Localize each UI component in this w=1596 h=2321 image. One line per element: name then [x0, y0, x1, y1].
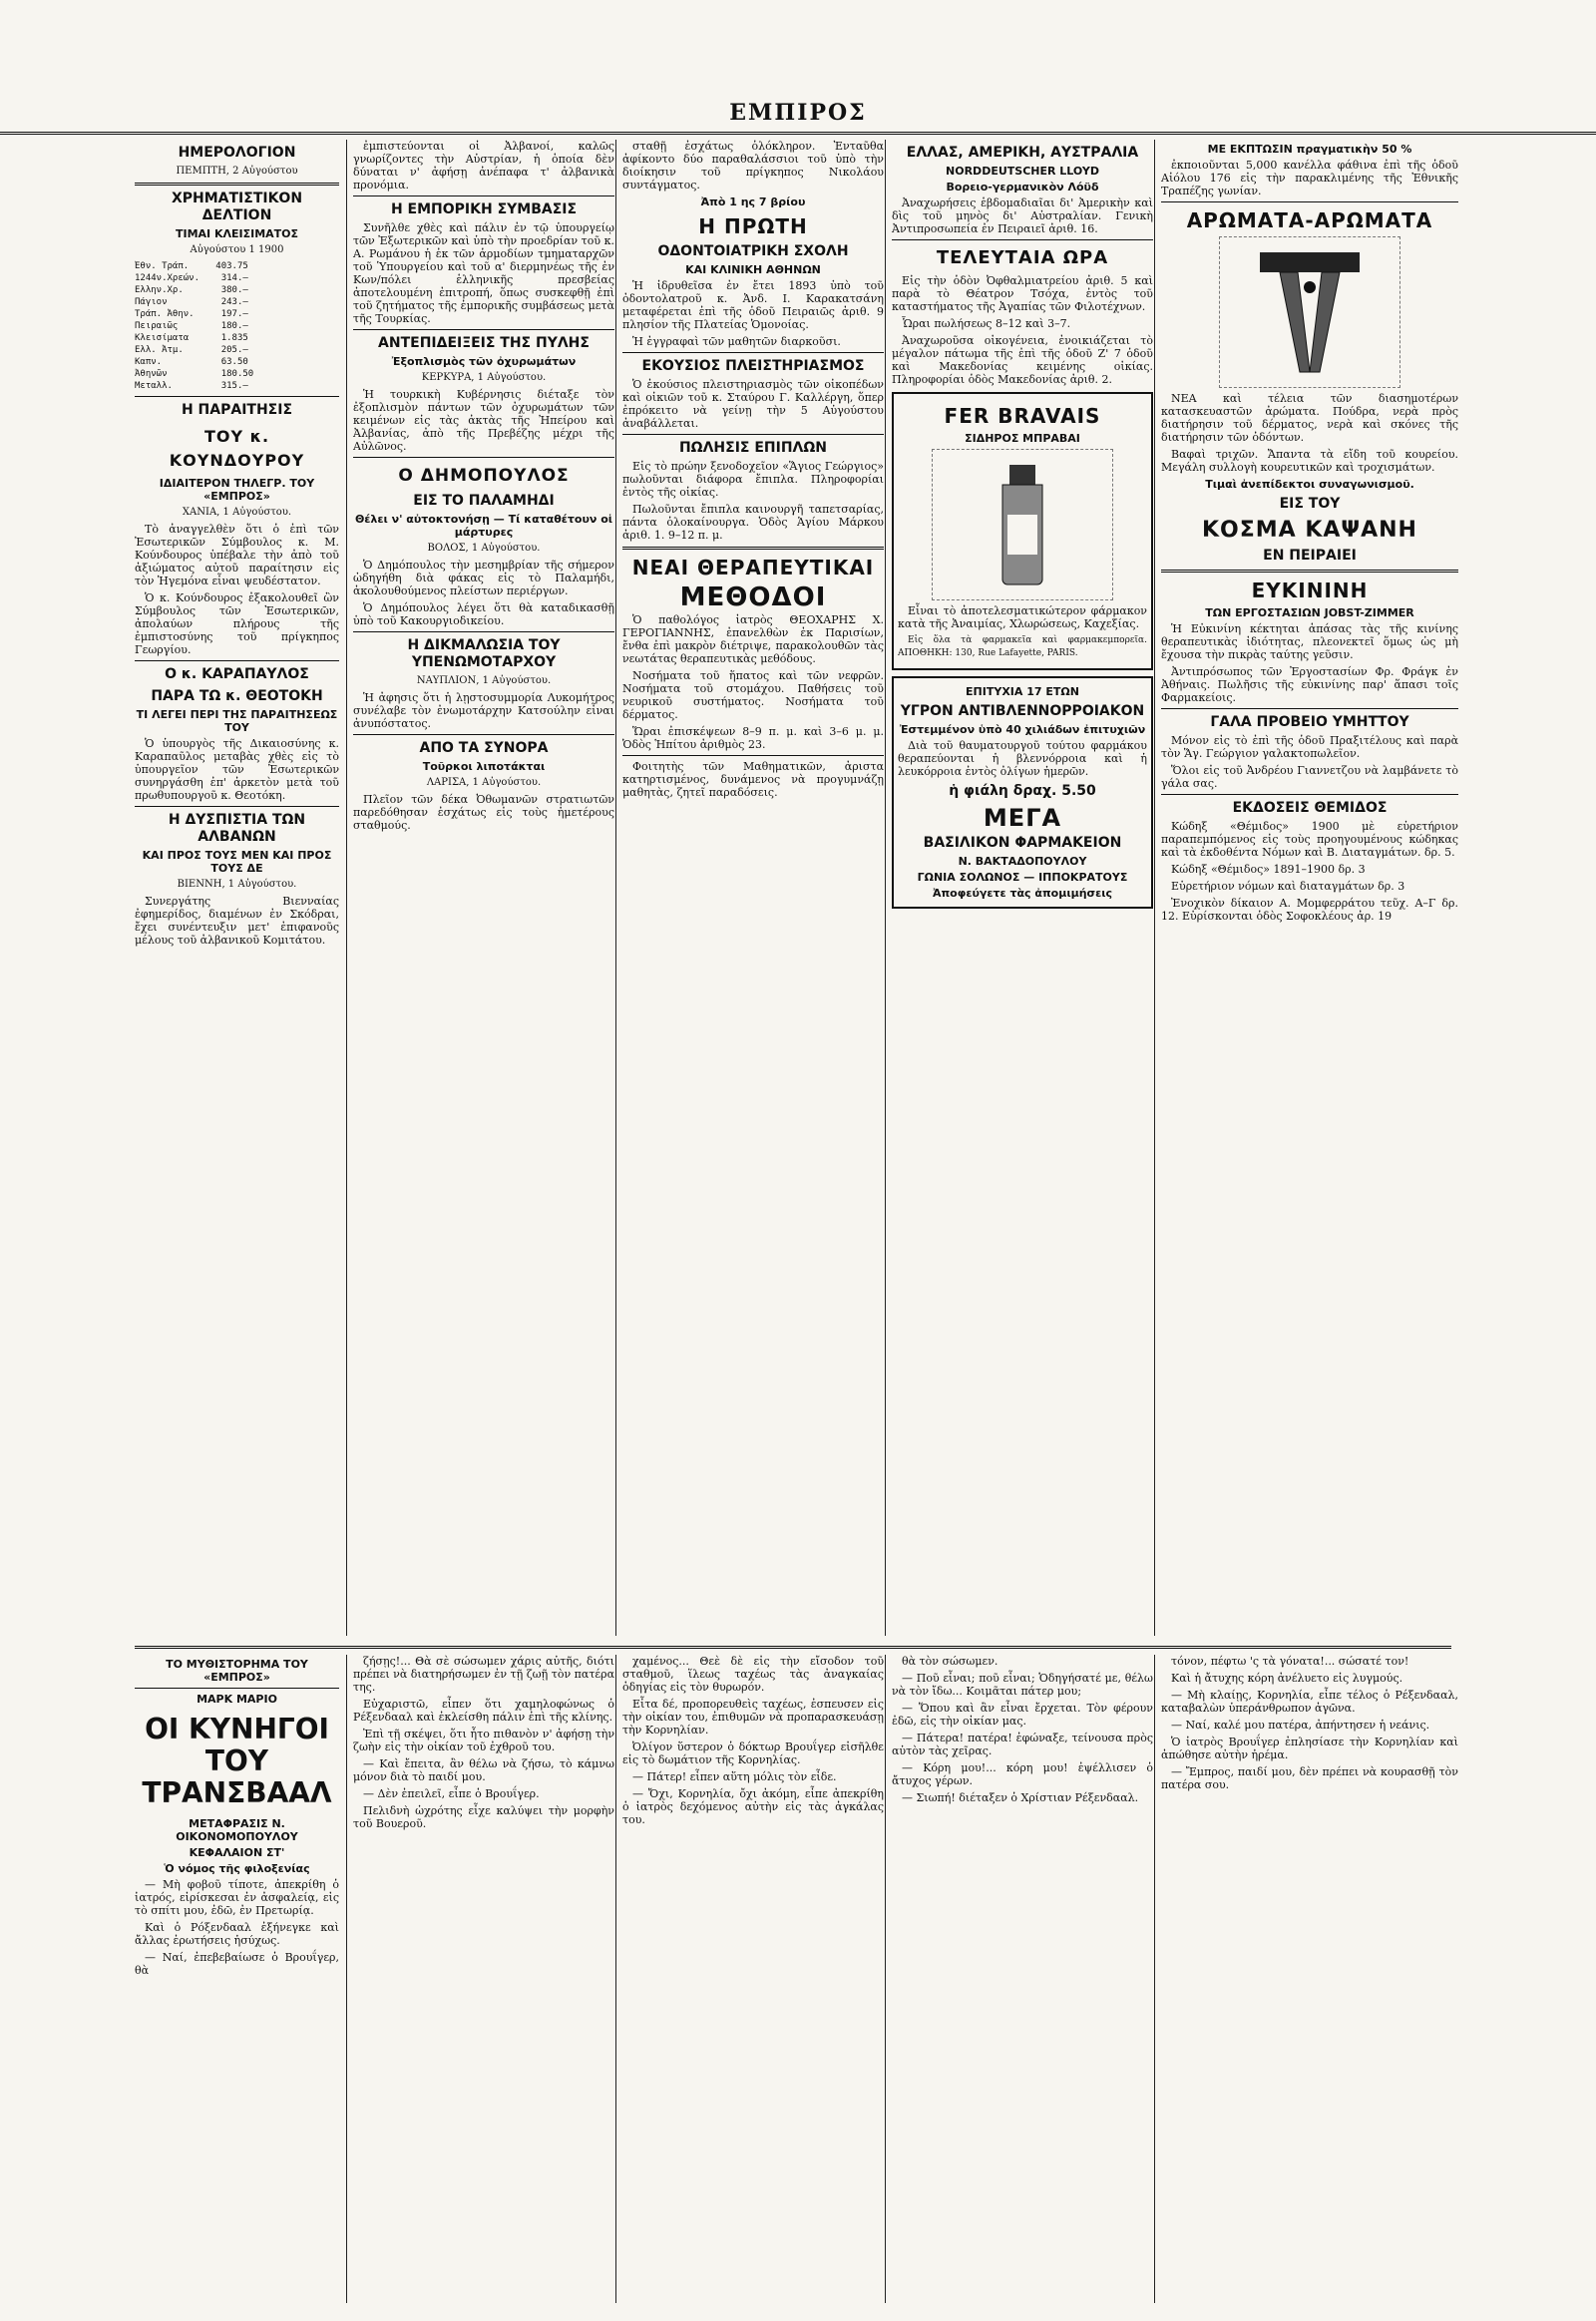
ad-headline: ΚΟΣΜΑ ΚΑΨΑΝΗ [1202, 518, 1417, 543]
article-paragraph: Συνεργάτης Βιενναίας ἐφημερίδος, διαμένων ἐν Σκόδραι, ἔχει συνέντευξιν μετ' ἐπιφανοῦς μέλους τοῦ ἀλβανικοῦ Κομιτάτου. [135, 895, 339, 947]
ad-headline: ΕΛΛΑΣ, ΑΜΕΡΙΚΗ, ΑΥΣΤΡΑΛΙΑ [906, 145, 1139, 161]
ad-paragraph: Κώδηξ «Θέμιδος» 1891–1900 δρ. 3 [1171, 863, 1366, 876]
serial-paragraph: — Ναί, καλέ μου πατέρα, ἀπήντησεν ἡ νεάνις. [1171, 1719, 1430, 1732]
serial-paragraph: Εἶτα δέ, προπορευθεὶς ταχέως, ἐσπευσεν εἰς τὴν οἰκίαν του, ἐπιθυμῶν νὰ προπαρασκευάσῃ τὴν Κορνηλίαν. [622, 1698, 884, 1737]
bottle-illustration-icon [932, 449, 1113, 600]
divider [892, 239, 1153, 240]
ad-paragraph: Διὰ τοῦ θαυματουργοῦ τούτου φαρμάκου θεραπεύονται ἡ βλεννόρροια καὶ ἡ λευκόρροια ἐντὸς ὀλίγων ἡμερῶν. [898, 739, 1147, 778]
serial-paragraph: — Ὄχι, Κορνηλία, ὄχι ἀκόμη, εἶπε ἀπεκρίθη ὁ ἰατρὸς δεχόμενος αὐτὴν εἰς τὰς ἀγκάλας του. [622, 1787, 884, 1826]
article-paragraph: Ἡ ἀφησις ὅτι ἡ λῃστοσυμμορία Λυκομήτρος συνέλαβε τὸν ἐνωμοτάρχην Κατσούλην εἶναι ἀνυπόστατος. [353, 691, 614, 730]
article-paragraph: Πλεῖον τῶν δέκα Ὀθωμανῶν στρατιωτῶν παρεδόθησαν ἐσχάτως εἰς τοὺς ἡμετέρους σταθμούς. [353, 793, 614, 832]
serial-paragraph: Εὐχαριστῶ, εἶπεν ὅτι χαμηλοφώνως ὁ Ρέξενδααλ καὶ ἐκλείσθη πάλιν ἐπὶ τῆς κλίνης. [353, 1698, 614, 1724]
masthead: ΕΜΠΙΡΟΣ [0, 100, 1596, 135]
ad-paragraph: Κώδηξ «Θέμιδος» 1900 μὲ εὑρετήριον παραπεμπόμενος εἰς τοὺς προηγουμένους κώδηκας καὶ τὰ ἐκδοθέντα Νόμων καὶ Β. Διαταγμάτων. δρ. 5. [1161, 820, 1458, 859]
article-headline: Ο ΔΗΜΟΠΟΥΛΟΣ [398, 466, 570, 486]
column-4 [885, 140, 1153, 1636]
column-3 [615, 140, 884, 1636]
serial-paragraph: — Κόρη μου!... κόρη μου! ἐψέλλισεν ὁ ἄτυχος γέρων. [892, 1761, 1153, 1787]
divider [135, 806, 339, 807]
ad-paragraph: Ἡ ἱδρυθεῖσα ἐν ἔτει 1893 ὑπὸ τοῦ ὀδοντολατροῦ κ. Ἀνδ. Ι. Καρακατσάνη μεταφέρεται ἐπὶ τῆς ὁδοῦ Πειραιῶς ἀριθ. 9 πλησίον τῆς Πλατείας Ὁμονοίας. [622, 279, 884, 331]
ad-headline: ΑΡΩΜΑΤΑ-ΑΡΩΜΑΤΑ [1186, 208, 1433, 232]
serial-subtitle: Ὁ νόμος τῆς φιλοξενίας [164, 1862, 310, 1875]
stock-subtitle: ΤΙΜΑΙ ΚΛΕΙΣΙΜΑΤΟΣ [175, 227, 299, 240]
dateline: ΧΑΝΙΑ, 1 Αὐγούστου. [182, 507, 292, 518]
column-5 [1154, 140, 1458, 1636]
ad-headline: ΠΩΛΗΣΙΣ ΕΠΙΠΛΩΝ [678, 440, 828, 456]
divider [135, 183, 339, 186]
serial-column-2 [346, 1655, 614, 2303]
dateline: ΒΙΕΝΝΗ, 1 Αὐγούστου. [177, 879, 297, 890]
ad-paragraph: ΝΕΑ καὶ τέλεια τῶν διασημοτέρων κατασκευαστῶν ἀρώματα. Πούδρα, νερὰ πρὸς διατήρησιν τοῦ δέρματος, νερὰ καὶ σκόνες τῆς διατήρησιν τῶν ὀδόντων. [1161, 392, 1458, 444]
article-paragraph: Ὁ ὑπουργὸς τῆς Δικαιοσύνης κ. Καραπαῦλος μεταβὰς χθὲς εἰς τὸ ὑπουργεῖον τῶν Ἐσωτερικῶν συνηργάσθη ἐπ' ἀρκετὸν μετὰ τοῦ πρωθυπουργοῦ κ. Θεοτόκη. [135, 737, 339, 802]
article-paragraph: ἐμπιστεύονται οἱ Ἀλβανοί, καλῶς γνωρίζοντες τὴν Αὐστρίαν, ἡ ὁποία δὲν δύναται ν' ἀφήσῃ ἀνέπαφα τ' ἀλβανικὰ προνόμια. [353, 140, 614, 192]
serial-paragraph: θὰ τὸν σώσωμεν. [902, 1655, 998, 1668]
ad-paragraph: Εὑρετήριον νόμων καὶ διαταγμάτων δρ. 3 [1171, 880, 1405, 893]
serial-paragraph: ζήσῃς!... Θὰ σὲ σώσωμεν χάρις αὐτῆς, διότι πρέπει νὰ διατηρήσωμεν ἐν τῇ ζωῇ τὸν πατέρα της. [353, 1655, 614, 1694]
ad-paragraph: Εἰς τὸ πρώην ξενοδοχεῖον «Ἅγιος Γεώργιος» πωλοῦνται διάφορα ἔπιπλα. Πληροφορίαι ἐντὸς τῆς οἰκίας. [622, 460, 884, 499]
ad-subhead: Τιμαὶ ἀνεπίδεκτοι συναγωνισμοῦ. [1205, 478, 1414, 491]
ad-headline: ΥΓΡΟΝ ΑΝΤΙΒΛΕΝΝΟΡΡΟΙΑΚΟΝ [900, 703, 1145, 719]
serial-author: ΜΑΡΚ ΜΑΡΙΟ [197, 1693, 277, 1706]
divider [353, 734, 614, 735]
divider [135, 396, 339, 397]
ad-subhead: Ἀποφεύγετε τὰς ἀπομιμήσεις [932, 887, 1113, 900]
stock-date: Αὐγούστου 1 1900 [190, 244, 284, 255]
serial-column-1 [135, 1655, 339, 2303]
ad-paragraph: Ἀναχωρήσεις ἑβδομαδιαῖαι δι' Ἀμερικὴν καὶ δὶς τοῦ μηνὸς δι' Αὐστραλίαν. Γενικὴ Ἀντιπροσωπεία ἐν Πειραιεῖ ἀριθ. 16. [892, 196, 1153, 235]
ad-paragraph: Ἡ Εὐκινίνη κέκτηται ἁπάσας τὰς τῆς κινίνης θεραπευτικὰς ἰδιότητας, πλεονεκτεῖ ὅμως ὡς μὴ ἔχουσα τὴν πικρὰς ταύτης γεῦσιν. [1161, 622, 1458, 661]
ad-headline: ΝΕΑΙ ΘΕΡΑΠΕΥΤΙΚΑΙ [631, 556, 875, 580]
serial-column-3 [615, 1655, 884, 2303]
ad-subhead: ΚΑΙ ΚΛΙΝΙΚΗ ΑΘΗΝΩΝ [685, 263, 821, 276]
article-headline: ΤΟΥ κ. ΚΟΥΝΔΟΥΡΟΥ [169, 427, 305, 470]
serial-paragraph: — Σιωπή! διέταξεν ὁ Χρίστιαν Ρέξενδααλ. [902, 1791, 1139, 1804]
article-paragraph: Συνῆλθε χθὲς καὶ πάλιν ἐν τῷ ὑπουργείῳ τῶν Ἐξωτερικῶν καὶ ὑπὸ τὴν προεδρίαν τοῦ κ. Α. Ρωμάνου ἡ ἐκ τῶν ἁρμοδίων τμηματαρχῶν τοῦ Ὑπουργείου καὶ τοῦ α' διερμηνέως τῆς ἐν Κων/πόλει ἑλληνικῆς πρεσβείας ἀποτελουμένη ἐπιτροπή, ὅπως συσκεφθῇ ἐπὶ τοῦ ζητήματος τῆς ἐμπορικῆς συμβάσεως μετὰ τῆς Τουρκίας. [353, 221, 614, 325]
divider [622, 434, 884, 435]
serial-header: ΤΟ ΜΥΘΙΣΤΟΡΗΜΑ ΤΟΥ «ΕΜΠΡΟΣ» [166, 1658, 308, 1684]
ad-subhead: Βορειο-γερμανικὸν Λόϋδ [946, 181, 1099, 193]
divider [353, 329, 614, 330]
article-headline: Ο κ. ΚΑΡΑΠΑΥΛΟΣ [165, 666, 309, 682]
article-headline: Η ΔΙΚΜΑΛΩΣΙΑ ΤΟΥ ΥΠΕΝΩΜΟΤΑΡΧΟΥ [407, 637, 561, 670]
article-headline: Η ΔΥΣΠΙΣΤΙΑ ΤΩΝ ΑΛΒΑΝΩΝ [168, 812, 306, 845]
ad-subhead: Ν. ΒΑΚΤΑΔΟΠΟΥΛΟΥ [958, 855, 1087, 868]
ad-subhead: Ἐστεμμένον ὑπὸ 40 χιλιάδων ἐπιτυχιῶν [899, 723, 1146, 736]
divider [1161, 794, 1458, 795]
ad-paragraph: Ὧραι πωλήσεως 8–12 καὶ 3–7. [902, 317, 1071, 330]
serial-section [135, 1646, 1458, 2307]
ad-paragraph: Πωλοῦνται ἔπιπλα καινουργῆ ταπετσαρίας, πάντα ὁλοκαίνουργα. Ὁδὸς Ἁγίου Μάρκου ἀριθ. 1. 9–12 π. μ. [622, 503, 884, 542]
ad-paragraph: Ἡ ἐγγραφαὶ τῶν μαθητῶν διαρκοῦσι. [632, 335, 841, 348]
ad-headline: ΕΝ ΠΕΙΡΑΙΕΙ [1263, 548, 1357, 564]
column-1 [135, 140, 339, 1636]
article-paragraph: σταθῇ ἐσχάτως ὁλόκληρον. Ἐνταῦθα ἀφίκοντο δύο παραθαλάσσιοι τοῦ ὑπὸ τὴν διοίκησιν τοῦ πρίγκηπος Νικολάου συντάγματος. [622, 140, 884, 192]
ad-headline: ΜΕΘΟΔΟΙ [679, 582, 827, 612]
divider [353, 457, 614, 458]
serial-paragraph: — Μὴ κλαίῃς, Κορνηλία, εἶπε τέλος ὁ Ρέξενδααλ, καταβαλὼν ὑπεράνθρωπον ἀγῶνα. [1161, 1689, 1458, 1715]
ad-paragraph: Εἰς ὅλα τὰ φαρμακεῖα καὶ φαρμακεμπορεῖα. ΑΠΟΘΗΚΗ: 130, Rue Lafayette, PARIS. [898, 635, 1147, 658]
ad-headline: FER BRAVAIS [944, 404, 1101, 428]
fer-bravais-ad [892, 392, 1153, 670]
divider [622, 352, 884, 353]
hair-clipper-illustration-icon [1219, 236, 1400, 388]
ad-paragraph: Ὁ παθολόγος ἰατρὸς ΘΕΟΧΑΡΗΣ Χ. ΓΕΡΟΓΙΑΝΝΗΣ, ἐπανελθὼν ἐκ Παρισίων, ἔνθα ἐπὶ μακρὸν διέτριψε, παρακολουθῶν τὰς νεωτάτας θεραπευτικὰς μεθόδους. [622, 613, 884, 665]
divider [1161, 708, 1458, 709]
ad-paragraph: Εἶναι τὸ ἀποτελεσματικώτερον φάρμακον κατὰ τῆς Ἀναιμίας, Χλωρώσεως, Καχεξίας. [898, 604, 1147, 630]
ad-paragraph: Βαφαὶ τριχῶν. Ἄπαντα τὰ εἴδη τοῦ κουρείου. Μεγάλη συλλογὴ κουρευτικῶν καὶ τροχισμάτων. [1161, 448, 1458, 474]
ad-headline: ΜΕΓΑ [983, 804, 1062, 832]
article-subhead: Ἐξοπλισμὸς τῶν ὀχυρωμάτων [391, 355, 577, 368]
article-subhead: ΙΔΙΑΙΤΕΡΟΝ ΤΗΛΕΓΡ. ΤΟΥ «ΕΜΠΡΟΣ» [159, 477, 315, 503]
ad-price: ἡ φιάλη δραχ. 5.50 [949, 783, 1096, 799]
divider [135, 660, 339, 661]
ad-headline: ΕΚΔΟΣΕΙΣ ΘΕΜΙΔΟΣ [1232, 800, 1388, 816]
serial-column-4 [885, 1655, 1153, 2303]
ad-headline: ΟΔΟΝΤΟΙΑΤΡΙΚΗ ΣΧΟΛΗ [657, 243, 849, 259]
ad-paragraph: Ὁ ἐκούσιος πλειστηριασμὸς τῶν οἰκοπέδων καὶ οἰκιῶν τοῦ κ. Σταύρου Γ. Καλλέργη, ὅπερ ἐπρόκειτο νὰ γείνῃ τὴν 5 Αὐγούστου ἀναβάλλεται. [622, 378, 884, 430]
serial-paragraph: — Δὲν ἐπειλεῖ, εἶπε ὁ Βρουΐγερ. [363, 1787, 540, 1800]
ad-paragraph: Μόνον εἰς τὸ ἐπὶ τῆς ὁδοῦ Πραξιτέλους καὶ παρὰ τὸν Ἅγ. Γεώργιον γαλακτοπωλεῖον. [1161, 734, 1458, 760]
ad-subhead: ΓΩΝΙΑ ΣΟΛΩΝΟΣ — ΙΠΠΟΚΡΑΤΟΥΣ [917, 871, 1128, 884]
serial-paragraph: — Μὴ φοβοῦ τίποτε, ἀπεκρίθη ὁ ἰατρός, εἰρίσκεσαι ἐν ἀσφαλείᾳ, εἰς τὸ σπίτι μου, ἐδῶ, ἐν Πρετωρίᾳ. [135, 1878, 339, 1917]
antiblennorrhea-ad [892, 676, 1153, 909]
ad-paragraph: Ὅλοι εἰς τοῦ Ἀνδρέου Γιαννετζου νὰ λαμβάνετε τὸ γάλα σας. [1161, 764, 1458, 790]
ad-paragraph: Φοιτητὴς τῶν Μαθηματικῶν, ἀριστα κατηρτισμένος, δυνάμενος νὰ προγυμνάζῃ μαθητὰς, ζητεῖ παραδόσεις. [622, 760, 884, 799]
ad-subhead: NORDDEUTSCHER LLOYD [946, 165, 1099, 178]
serial-paragraph: χαμένος... Θεὲ δὲ εἰς τὴν εἴσοδον τοῦ σταθμοῦ, ἵλεως ταχέως τὰς ἀναγκαίας ὁδηγίας εἰς τὸν θυρωρόν. [622, 1655, 884, 1694]
ad-headline: ΕΥΚΙΝΙΝΗ [1251, 579, 1369, 602]
serial-paragraph: — Πάτερα! πατέρα! ἐφώναξε, τείνουσα πρὸς αὐτὸν τὰς χεῖρας. [892, 1732, 1153, 1757]
divider [622, 755, 884, 756]
divider [353, 631, 614, 632]
article-subhead: Τοῦρκοι λιποτάκται [422, 760, 546, 773]
serial-paragraph: — Ναί, ἐπεβεβαίωσε ὁ Βρουΐγερ, θὰ [135, 1951, 339, 1977]
divider [622, 547, 884, 550]
divider [1161, 201, 1458, 202]
serial-paragraph: — Ὅπου καὶ ἂν εἶναι ἔρχεται. Τὸν φέρουν ἐδῶ, εἰς τὴν οἰκίαν μας. [892, 1702, 1153, 1728]
article-paragraph: Ὁ κ. Κούνδουρος ἐξακολουθεῖ ὢν Σύμβουλος τῶν Ἐσωτερικῶν, ἀπολαύων πλήρους τῆς ἐμπιστοσύνης τοῦ πρίγκηπος Γεωργίου. [135, 591, 339, 656]
divider [353, 195, 614, 196]
ad-headline: ΜΕ ΕΚΠΤΩΣΙΝ πραγματικὴν 50 % [1207, 143, 1412, 156]
serial-paragraph: Ἐπὶ τῇ σκέψει, ὅτι ἦτο πιθανὸν ν' ἀφήσῃ τὴν ζωὴν εἰς τὴν οἰκίαν τοῦ ἐχθροῦ του. [353, 1728, 614, 1753]
serial-paragraph: τόνον, πέφτω 'ς τὰ γόνατα!... σώσατέ τον! [1171, 1655, 1409, 1668]
article-paragraph: Ἡ τουρκικὴ Κυβέρνησις διέταξε τὸν ἐξοπλισμὸν πάντων τῶν ὀχυρωμάτων τῶν κειμένων εἰς τὰς ἀκτὰς τῆς Ἠπείρου καὶ Ἀλβανίας, ἀπὸ τῆς Πρεβέζης μέχρι τῆς Αὐλῶνος. [353, 388, 614, 453]
divider [1161, 570, 1458, 573]
ad-paragraph: Ἐνοχικὸν δίκαιον Α. Μομφερράτου τεῦχ. Α–Γ δρ. 12. Εὑρίσκονται ὁδὸς Σοφοκλέους ἀρ. 19 [1161, 897, 1458, 923]
ad-paragraph: Ἀναχωροῦσα οἰκογένεια, ἐνοικιάζεται τὸ μέγαλον πάτωμα τῆς ἐπὶ τῆς ὁδοῦ Ζ' 7 ὁδοῦ καὶ Μακεδονίας κειμένης οἰκίας. Πληροφορίαι ὁδὸς Μακεδονίας ἀριθ. 2. [892, 334, 1153, 386]
serial-chapter: ΚΕΦΑΛΑΙΟΝ ΣΤ' [189, 1846, 285, 1859]
serial-paragraph: Καὶ ὁ Ρόξενδααλ ἐξήνεγκε καὶ ἄλλας ἐρωτήσεις ἡσύχως. [135, 1921, 339, 1947]
serial-paragraph: Ὀλίγον ὕστερον ὁ δόκτωρ Βρουΐγερ εἰσῆλθε εἰς τὸ δωμάτιον τῆς Κορνηλίας. [622, 1741, 884, 1766]
serial-translator: ΜΕΤΑΦΡΑΣΙΣ Ν. ΟΙΚΟΝΟΜΟΠΟΥΛΟΥ [176, 1817, 298, 1843]
serial-paragraph: Πελιδνὴ ὠχρότης εἶχε καλύψει τὴν μορφὴν τοῦ Βουεροῦ. [353, 1804, 614, 1830]
serial-paragraph: Καὶ ἡ ἄτυχης κόρη ἀνέλυετο εἰς λυγμούς. [1171, 1672, 1403, 1685]
article-paragraph: Ὁ Δημόπουλος τὴν μεσημβρίαν τῆς σήμερον ὠδηγήθη διὰ φάκας εἰς τὸ Παλαμήδι, ἀκολουθούμενος πλείστων περιέργων. [353, 559, 614, 597]
dateline: ΝΑΥΠΛΙΟΝ, 1 Αὐγούστου. [416, 675, 552, 686]
ad-headline: ΕΚΟΥΣΙΟΣ ΠΛΕΙΣΤΗΡΙΑΣΜΟΣ [641, 358, 865, 374]
article-headline: ΕΙΣ ΤΟ ΠΑΛΑΜΗΔΙ [413, 493, 555, 509]
ad-paragraph: Ἀντιπρόσωπος τῶν Ἐργοστασίων Φρ. Φράγκ ἐν Ἀθήναις. Πωλῆσις τῆς εὐκινίνης παρ' ἅπασι τοῖς Φαρμακείοις. [1161, 665, 1458, 704]
stock-ticker: Ἐθν. Τράπ. 403.75 1244ν.Χρεών. 314.— Ελλην.Χρ. 380.— Πάγιον 243.— Τράπ. Ἀθην. 197.— Πειραιῶς 180.— Κλεισίματα 1.835 Ελλ. Ἀτμ. 205.— Καπν. 63.50 Ἀθηνῶν 180.50 Μεταλλ. 315.— [135, 261, 254, 391]
ad-paragraph: Ὥραι ἐπισκέψεων 8–9 π. μ. καὶ 3–6 μ. μ. Ὁδὸς Ἡπίτου ἀριθμὸς 23. [622, 725, 884, 751]
article-paragraph: Ὁ Δημόπουλος λέγει ὅτι θὰ καταδικασθῇ ὑπὸ τοῦ Κακουργιοδικείου. [353, 601, 614, 627]
ad-paragraph: Εἰς τὴν ὁδὸν Ὀφθαλμιατρείου ἀριθ. 5 καὶ παρὰ τὸ Θέατρον Τσόχα, ἐντὸς τοῦ καταστήματος τῆς Ἀγαπίας τῶν Φιλοτέχνων. [892, 274, 1153, 313]
serial-column-5 [1154, 1655, 1458, 2303]
dateline: ΛΑΡΙΣΑ, 1 Αὐγούστου. [426, 777, 542, 788]
calendar-header: ΗΜΕΡΟΛΟΓΙΟΝ [178, 145, 296, 161]
dateline: ΒΟΛΟΣ, 1 Αὐγούστου. [427, 543, 541, 554]
serial-paragraph: — Πάτερ! εἶπεν αὕτη μόλις τὸν εἶδε. [632, 1770, 837, 1783]
serial-paragraph: Ὁ ἰατρὸς Βρουΐγερ ἐπλησίασε τὴν Κορνηλίαν καὶ ἀπώθησε αὐτὴν ἠρέμα. [1161, 1736, 1458, 1761]
ad-headline: ΤΕΛΕΥΤΑΙΑ ΩΡΑ [936, 247, 1109, 268]
upper-section [135, 140, 1458, 1636]
ad-tag: Ἀπὸ 1 ης 7 βρίου [700, 195, 806, 208]
divider [135, 1688, 339, 1689]
ad-headline: ΕΙΣ ΤΟΥ [1279, 496, 1341, 512]
ad-subhead: ΕΠΙΤΥΧΙΑ 17 ΕΤΩΝ [966, 685, 1079, 698]
calendar-date: ΠΕΜΠΤΗ, 2 Αὐγούστου [176, 166, 298, 177]
serial-title: ΟΙ ΚΥΝΗΓΟΙ ΤΟΥ ΤΡΑΝΣΒΑΑΛ [142, 1713, 332, 1809]
article-subhead: ΚΑΙ ΠΡΟΣ ΤΟΥΣ ΜΕΝ ΚΑΙ ΠΡΟΣ ΤΟΥΣ ΔΕ [142, 849, 332, 875]
article-subhead: ΤΙ ΛΕΓΕΙ ΠΕΡΙ ΤΗΣ ΠΑΡΑΙΤΗΣΕΩΣ ΤΟΥ [136, 708, 338, 734]
ad-paragraph: Νοσήματα τοῦ ἥπατος καὶ τῶν νεφρῶν. Νοσήματα τοῦ στομάχου. Παθήσεις τοῦ νευρικοῦ συστήματος. Νοσήματα τοῦ δέρματος. [622, 669, 884, 721]
serial-paragraph: — Καὶ ἔπειτα, ἂν θέλω νὰ ζήσω, τὸ κάμνω μόνον διὰ τὸ παιδί μου. [353, 1757, 614, 1783]
article-headline: ΠΑΡΑ ΤΩ κ. ΘΕΟΤΟΚΗ [151, 688, 323, 704]
ad-headline: ΒΑΣΙΛΙΚΟΝ ΦΑΡΜΑΚΕΙΟΝ [923, 835, 1122, 851]
article-paragraph: Τὸ ἀναγγελθὲν ὅτι ὁ ἐπὶ τῶν Ἐσωτερικῶν Σύμβουλος κ. Μ. Κούνδουρος ὑπέβαλε τὴν ἀπὸ τοῦ ἀξιώματος αὐτοῦ παραίτησιν εἰς τὸν Ἡγεμόνα εἶναι ψευδέστατον. [135, 523, 339, 587]
article-headline: ΑΝΤΕΠΙΔΕΙΞΕΙΣ ΤΗΣ ΠΥΛΗΣ [378, 335, 590, 351]
serial-paragraph: — Ἔμπρος, παιδί μου, δὲν πρέπει νὰ κουρασθῇ τὸν πατέρα σου. [1161, 1765, 1458, 1791]
article-headline: ΑΠΟ ΤΑ ΣΥΝΟΡΑ [419, 740, 549, 756]
article-prefix: Η ΠΑΡΑΙΤΗΣΙΣ [181, 402, 293, 418]
ad-subhead: ΤΩΝ ΕΡΓΟΣΤΑΣΙΩΝ JOBST-ZIMMER [1205, 606, 1414, 619]
ad-subhead: ΣΙΔΗΡΟΣ ΜΠΡΑΒΑΙ [965, 432, 1080, 445]
ad-headline: ΓΑΛΑ ΠΡΟΒΕΙΟ ΥΜΗΤΤΟΥ [1210, 714, 1409, 730]
dateline: ΚΕΡΚΥΡΑ, 1 Αὐγούστου. [421, 372, 547, 383]
stock-section-title: ΧΡΗΜΑΤΙΣΤΙΚΟΝ ΔΕΛΤΙΟΝ [171, 191, 303, 223]
ad-paragraph: ἐκποιοῦνται 5,000 κανέλλα φάθινα ἐπὶ τῆς ὁδοῦ Αἰόλου 176 εἰς τὴν παρακλιμένης τῆς Ἐθνικῆς Τραπέζης γωνίαν. [1161, 159, 1458, 197]
article-subhead: Θέλει ν' αὐτοκτονήσῃ — Τί καταθέτουν οἱ μάρτυρες [354, 513, 613, 539]
column-2 [346, 140, 614, 1636]
serial-paragraph: — Ποῦ εἶναι; ποῦ εἶναι; Ὁδηγήσατέ με, θέλω νὰ τὸν ἴδω... Κοιμᾶται πάτερ μου; [892, 1672, 1153, 1698]
ad-headline: Η ΠΡΩΤΗ [698, 214, 808, 238]
article-headline: Η ΕΜΠΟΡΙΚΗ ΣΥΜΒΑΣΙΣ [390, 201, 578, 217]
